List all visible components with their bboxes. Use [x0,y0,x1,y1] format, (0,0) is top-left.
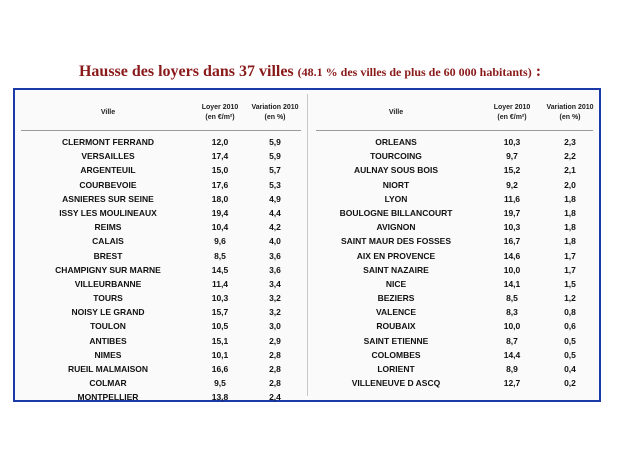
table-header-right [310,96,599,130]
table-right-half [310,90,599,400]
rent-cell: 19,4 [211,207,229,218]
header-rule-left [21,130,301,131]
table-row [15,348,307,362]
page-title [0,63,620,81]
variation-cell: 1,8 [564,207,576,218]
variation-cell: 2,0 [564,179,576,190]
city-cell: ASNIERES SUR SEINE [62,193,154,204]
table-row [15,220,307,234]
variation-cell: 0,5 [564,335,576,346]
rent-cell: 18,0 [211,193,229,204]
city-cell: ROUBAIX [376,321,416,332]
variation-cell: 3,0 [269,321,281,332]
variation-cell: 4,0 [269,236,281,247]
city-cell: BEZIERS [377,293,415,304]
city-cell: COURBEVOIE [79,179,137,190]
header-variation-unit: (en %) [559,114,581,121]
table-row [310,305,599,319]
variation-cell: 5,9 [269,137,281,147]
rent-cell: 15,7 [211,307,229,318]
variation-cell: 2,8 [269,349,281,360]
table-row [310,149,599,163]
variation-cell: 0,8 [564,307,576,318]
city-cell: LYON [384,193,408,204]
variation-cell: 4,4 [269,207,281,218]
city-cell: CLERMONT FERRAND [61,137,155,147]
variation-cell: 2,4 [269,392,281,403]
table-row [15,135,307,149]
city-cell: NICE [385,278,407,289]
rent-cell: 8,5 [214,250,226,261]
city-cell: CALAIS [92,236,124,247]
rent-cell: 8,3 [506,307,518,318]
table-row [15,376,307,390]
variation-cell: 3,6 [269,264,281,275]
city-cell: BREST [93,250,123,261]
variation-cell: 1,8 [564,193,576,204]
rent-cell: 17,6 [211,179,229,190]
rent-cell: 15,1 [211,335,229,346]
variation-cell: 0,4 [564,364,576,374]
city-cell: AULNAY SOUS BOIS [353,165,439,176]
city-cell: SAINT NAZAIRE [363,264,429,275]
city-cell: TOURS [93,293,123,304]
table-row [15,192,307,206]
variation-cell: 2,1 [564,165,576,176]
header-rent-label: Loyer 2010 [493,104,531,111]
table-row [310,348,599,362]
city-cell: ORLEANS [375,137,417,147]
header-rent [484,96,540,130]
variation-cell: 4,9 [269,193,281,204]
table-row [15,163,307,177]
table-row [310,362,599,376]
variation-cell: 0,2 [564,378,576,389]
rent-cell: 9,7 [506,151,518,162]
rent-cell: 14,1 [503,278,521,289]
header-variation-unit: (en %) [264,114,286,121]
header-variation [542,96,598,130]
table-row [15,234,307,248]
rent-cell: 8,9 [506,364,518,374]
variation-cell: 3,6 [269,250,281,261]
city-cell: ANTIBES [89,335,127,346]
table-row [310,319,599,333]
variation-cell: 2,2 [564,151,576,162]
table-body-left [15,135,307,405]
table-row [310,376,599,390]
rent-table-frame [13,88,601,402]
variation-cell: 3,2 [269,293,281,304]
rent-cell: 13,8 [211,392,229,403]
variation-cell: 3,4 [269,278,281,289]
rent-cell: 10,4 [211,222,229,233]
rent-cell: 14,5 [211,264,229,275]
table-left-half [15,90,307,403]
header-rent [195,96,245,130]
table-row [310,263,599,277]
table-row [310,334,599,348]
rent-cell: 9,5 [214,378,226,389]
header-rent-unit: (en €/m²) [205,114,235,121]
table-row [15,249,307,263]
rent-cell: 10,0 [503,321,521,332]
rent-cell: 10,5 [211,321,229,332]
city-cell: AIX EN PROVENCE [356,250,436,261]
city-cell: VERSAILLES [81,151,135,162]
table-row [15,263,307,277]
variation-cell: 1,5 [564,278,576,289]
city-cell: COLMAR [89,378,127,389]
rent-cell: 12,0 [211,137,229,147]
table-row [15,291,307,305]
rent-cell: 10,0 [503,264,521,275]
title-main: Hausse des loyers dans 37 villes [78,63,298,80]
city-cell: NOISY LE GRAND [71,307,145,318]
column-divider [307,94,308,396]
table-row [310,220,599,234]
table-row [15,334,307,348]
table-row [310,163,599,177]
city-cell: VALENCE [376,307,416,318]
table-row [15,305,307,319]
rent-cell: 10,3 [211,293,229,304]
rent-cell: 14,4 [503,349,521,360]
city-cell: SAINT ETIENNE [363,335,429,346]
rent-cell: 14,6 [503,250,521,261]
title-suffix: : [531,63,542,80]
header-variation-label: Variation 2010 [251,104,299,111]
rent-cell: 8,7 [506,335,518,346]
table-header-left [15,96,307,130]
rent-cell: 11,6 [503,193,521,204]
city-cell: TOULON [90,321,126,332]
city-cell: CHAMPIGNY SUR MARNE [55,264,161,275]
header-variation-label: Variation 2010 [546,104,594,111]
table-row [15,178,307,192]
header-rent-unit: (en €/m²) [497,114,527,121]
rent-cell: 16,7 [503,236,521,247]
city-cell: MONTPELLIER [77,392,139,403]
table-row [15,319,307,333]
header-city [310,96,482,130]
city-cell: TOURCOING [370,151,422,162]
variation-cell: 5,9 [269,151,281,162]
variation-cell: 1,8 [564,222,576,233]
rent-cell: 15,0 [211,165,229,176]
city-cell: RUEIL MALMAISON [67,364,149,374]
table-row [310,135,599,149]
city-cell: VILLENEUVE D ASCQ [351,378,441,389]
city-cell: REIMS [94,222,122,233]
city-cell: AVIGNON [376,222,416,233]
title-subtitle: (48.1 % des villes de plus de 60 000 habitants) [297,65,532,79]
variation-cell: 1,2 [564,293,576,304]
header-city [23,96,193,130]
variation-cell: 1,7 [564,264,576,275]
header-city-label: Ville [100,109,116,116]
rent-cell: 17,4 [211,151,229,162]
table-row [310,178,599,192]
city-cell: VILLEURBANNE [74,278,142,289]
variation-cell: 2,8 [269,364,281,374]
rent-cell: 10,1 [211,349,229,360]
table-row [310,206,599,220]
variation-cell: 1,7 [564,250,576,261]
city-cell: BOULOGNE BILLANCOURT [339,207,453,218]
city-cell: ISSY LES MOULINEAUX [59,207,157,218]
table-row [310,192,599,206]
rent-cell: 10,3 [503,137,521,147]
table-row [310,277,599,291]
rent-cell: 19,7 [503,207,521,218]
table-row [310,234,599,248]
table-row [15,362,307,376]
rent-cell: 10,3 [503,222,521,233]
variation-cell: 2,8 [269,378,281,389]
city-cell: LORIENT [377,364,415,374]
variation-cell: 5,3 [269,179,281,190]
table-row [15,390,307,404]
table-body-right [310,135,599,390]
city-cell: SAINT MAUR DES FOSSES [340,236,452,247]
header-rule-right [316,130,593,131]
table-row [310,291,599,305]
variation-cell: 2,3 [564,137,576,147]
table-row [15,206,307,220]
variation-cell: 2,9 [269,335,281,346]
variation-cell: 0,6 [564,321,576,332]
variation-cell: 0,5 [564,349,576,360]
city-cell: ARGENTEUIL [80,165,136,176]
table-row [15,277,307,291]
table-row [310,249,599,263]
variation-cell: 4,2 [269,222,281,233]
city-cell: COLOMBES [371,349,421,360]
rent-cell: 15,2 [503,165,521,176]
rent-cell: 12,7 [503,378,521,389]
rent-cell: 16,6 [211,364,229,374]
rent-cell: 9,6 [214,236,226,247]
variation-cell: 5,7 [269,165,281,176]
rent-cell: 9,2 [506,179,518,190]
header-variation [247,96,303,130]
city-cell: NIMES [94,349,122,360]
city-cell: NIORT [382,179,410,190]
header-city-label: Ville [388,109,404,116]
rent-cell: 8,5 [506,293,518,304]
rent-cell: 11,4 [211,278,229,289]
variation-cell: 3,2 [269,307,281,318]
table-row [15,149,307,163]
header-rent-label: Loyer 2010 [201,104,239,111]
variation-cell: 1,8 [564,236,576,247]
